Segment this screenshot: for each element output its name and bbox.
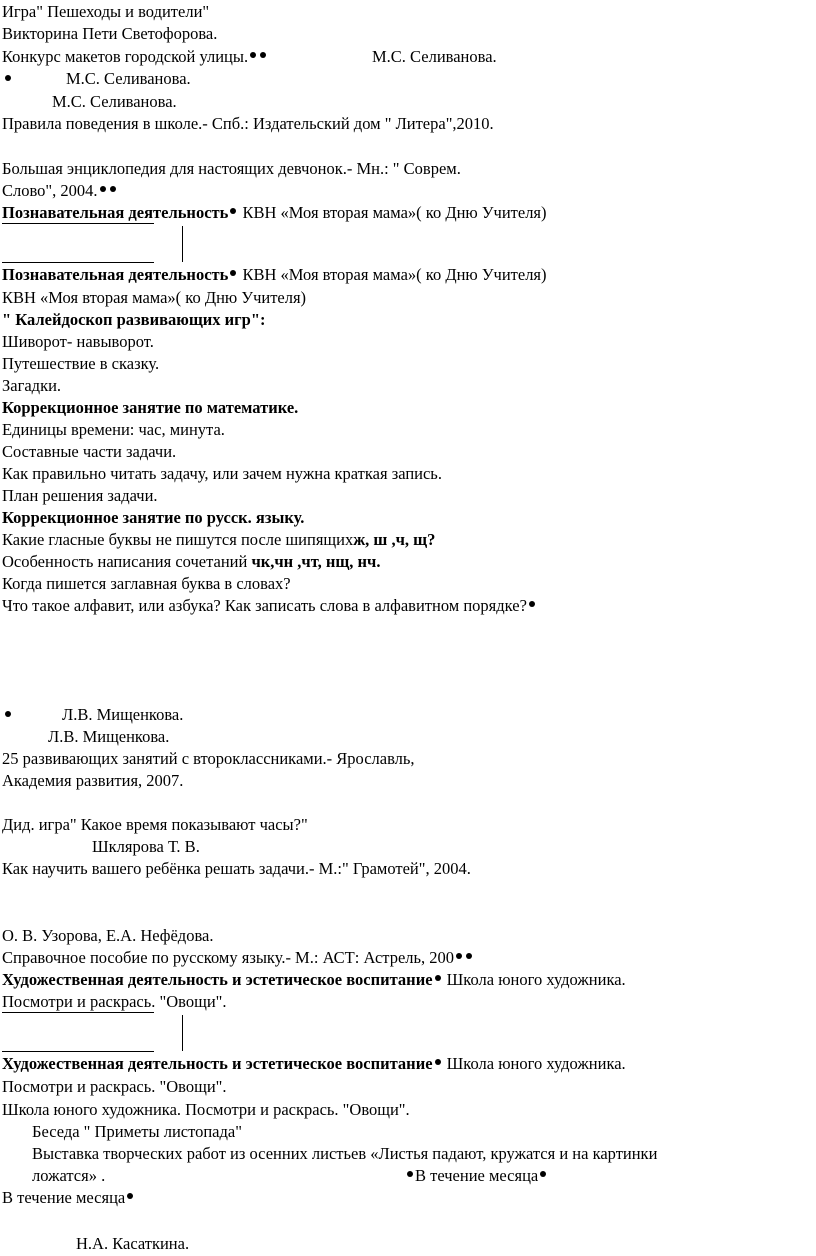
author-name	[76, 1234, 189, 1254]
line-text: М.С. Селиванова.	[66, 69, 191, 88]
line-text: М.С. Селиванова.	[372, 47, 497, 66]
line-text: Единицы времени: час, минута.	[2, 420, 225, 439]
bullet-icon	[5, 75, 11, 81]
bullet-icon	[250, 52, 256, 58]
vertical-rule	[182, 226, 183, 262]
bullet-icon	[230, 208, 236, 214]
author-name	[372, 47, 497, 67]
bullet-icon	[100, 186, 106, 192]
line-text: Н.А. Касаткина.	[76, 1234, 190, 1253]
line-text: Л.В. Мищенкова.	[48, 727, 170, 746]
line-text: ложатся» .	[32, 1166, 106, 1185]
line-text: Школа юного художника. Посмотри и раскрась. "Овощи".	[2, 1100, 410, 1119]
line-text: Шиворот- навыворот.	[2, 332, 154, 351]
text-line	[2, 749, 415, 769]
line-text: Загадки.	[2, 376, 62, 395]
text-line	[2, 1077, 227, 1097]
section-heading	[2, 1054, 626, 1074]
line-text: Как научить вашего ребёнка решать задачи.- М.:" Грамотей", 2004.	[2, 859, 471, 878]
heading-text: Познавательная деятельность	[2, 203, 229, 222]
bullet-icon	[110, 186, 116, 192]
line-text: Что такое алфавит, или азбука? Как записать слова в алфавитном порядке?	[2, 596, 527, 615]
text-line	[2, 288, 306, 308]
line-text: Беседа " Приметы листопада"	[32, 1122, 242, 1141]
text-line	[2, 47, 268, 67]
text-line	[2, 24, 217, 44]
bullet-icon	[466, 953, 472, 959]
text-line	[2, 376, 61, 396]
line-text: Какие гласные буквы не пишутся после шипящих	[2, 530, 354, 549]
text-line	[2, 2, 209, 22]
line-text: Посмотри и раскрась. "Овощи".	[2, 992, 227, 1011]
text-line	[2, 530, 435, 550]
bullet-icon	[260, 52, 266, 58]
line-text: КВН «Моя вторая мама»( ко Дню Учителя)	[238, 203, 547, 222]
line-text: Дид. игра" Какое время показывают часы?"	[2, 815, 308, 834]
line-text: Справочное пособие по русскому языку.- М.: АСТ: Астрель, 200	[2, 948, 455, 967]
line-text: Конкурс макетов городской улицы.	[2, 47, 249, 66]
text-line	[32, 1144, 657, 1164]
line-text: КВН «Моя вторая мама»( ко Дню Учителя)	[2, 288, 307, 307]
bullet-icon	[435, 975, 441, 981]
bullet-icon	[407, 1171, 413, 1177]
line-text: Коррекционное занятие по математике.	[2, 398, 299, 417]
text-line	[2, 815, 308, 835]
author-name	[52, 92, 177, 112]
text-line	[2, 1100, 410, 1120]
underline-rule	[2, 1012, 154, 1013]
text-line	[405, 1166, 548, 1186]
line-text: Школа юного художника.	[442, 970, 626, 989]
line-text: Путешествие в сказку.	[2, 354, 160, 373]
bullet-icon	[435, 1059, 441, 1065]
line-text-bold: ж, ш ,ч, щ?	[353, 530, 436, 549]
author-name	[62, 705, 183, 725]
underline-rule	[2, 1051, 154, 1052]
line-text: Академия развития, 2007.	[2, 771, 184, 790]
line-text: Как правильно читать задачу, или зачем нужна краткая запись.	[2, 464, 442, 483]
line-text: Особенность написания сочетаний	[2, 552, 252, 571]
line-text: В течение месяца	[415, 1166, 539, 1185]
text-line	[2, 1188, 135, 1208]
subheading	[2, 508, 304, 528]
text-line	[2, 159, 461, 179]
section-heading	[2, 265, 547, 285]
heading-text: Художественная деятельность и эстетическое воспитание	[2, 1054, 433, 1073]
text-line	[2, 442, 176, 462]
bullet-icon	[540, 1171, 546, 1177]
text-line	[3, 70, 13, 90]
line-text: Л.В. Мищенкова.	[62, 705, 184, 724]
text-line	[32, 1122, 242, 1142]
line-text: План решения задачи.	[2, 486, 158, 505]
line-text: 25 развивающих занятий с второклассниками.- Ярославль,	[2, 749, 415, 768]
line-text: В течение месяца	[2, 1188, 126, 1207]
underline-rule	[2, 223, 154, 224]
text-line	[2, 181, 118, 201]
author-name	[92, 837, 200, 857]
subheading	[2, 310, 266, 330]
heading-text: Познавательная деятельность	[2, 265, 229, 284]
text-line	[32, 1166, 105, 1186]
line-text: Шклярова Т. В.	[92, 837, 200, 856]
text-line	[2, 948, 474, 968]
bullet-icon	[456, 953, 462, 959]
subheading	[2, 398, 298, 418]
line-text: КВН «Моя вторая мама»( ко Дню Учителя)	[238, 265, 547, 284]
line-text: Составные части задачи.	[2, 442, 177, 461]
bullet-icon	[529, 601, 535, 607]
line-text: " Калейдоскоп развивающих игр":	[2, 310, 266, 329]
line-text: О. В. Узорова, Е.А. Нефёдова.	[2, 926, 214, 945]
text-line	[2, 859, 471, 879]
bullet-icon	[127, 1193, 133, 1199]
underline-rule	[2, 262, 154, 263]
line-text: Коррекционное занятие по русск. языку.	[2, 508, 305, 527]
line-text: Правила поведения в школе.- Спб.: Издательский дом " Литера",2010.	[2, 114, 494, 133]
bullet-icon	[230, 270, 236, 276]
line-text: Викторина Пети Светофорова.	[2, 24, 218, 43]
text-line	[2, 771, 183, 791]
line-text: Выставка творческих работ из осенних листьев «Листья падают, кружатся и на картинки	[32, 1144, 658, 1163]
line-text: Большая энциклопедия для настоящих девчонок.- Мн.: " Соврем.	[2, 159, 461, 178]
text-line	[2, 332, 154, 352]
line-text: Слово", 2004.	[2, 181, 98, 200]
text-line	[2, 992, 227, 1012]
bullet-icon	[5, 711, 11, 717]
line-text-bold: чк,чн ,чт, нщ, нч.	[251, 552, 381, 571]
line-text: Игра" Пешеходы и водители"	[2, 2, 210, 21]
section-heading	[2, 970, 626, 990]
vertical-rule	[182, 1015, 183, 1051]
line-text: М.С. Селиванова.	[52, 92, 177, 111]
line-text: Когда пишется заглавная буква в словах?	[2, 574, 291, 593]
text-line	[2, 354, 159, 374]
heading-text: Художественная деятельность и эстетическое воспитание	[2, 970, 433, 989]
text-line	[2, 574, 291, 594]
text-line	[2, 464, 442, 484]
section-heading	[2, 203, 547, 223]
text-line	[3, 706, 13, 726]
author-name	[66, 69, 191, 89]
text-line	[2, 596, 537, 616]
text-line	[2, 552, 380, 572]
line-text: Посмотри и раскрась. "Овощи".	[2, 1077, 227, 1096]
author-name	[2, 926, 213, 946]
text-line	[2, 486, 158, 506]
text-line	[2, 420, 225, 440]
text-line	[2, 114, 494, 134]
line-text: Школа юного художника.	[442, 1054, 626, 1073]
author-name	[48, 727, 169, 747]
